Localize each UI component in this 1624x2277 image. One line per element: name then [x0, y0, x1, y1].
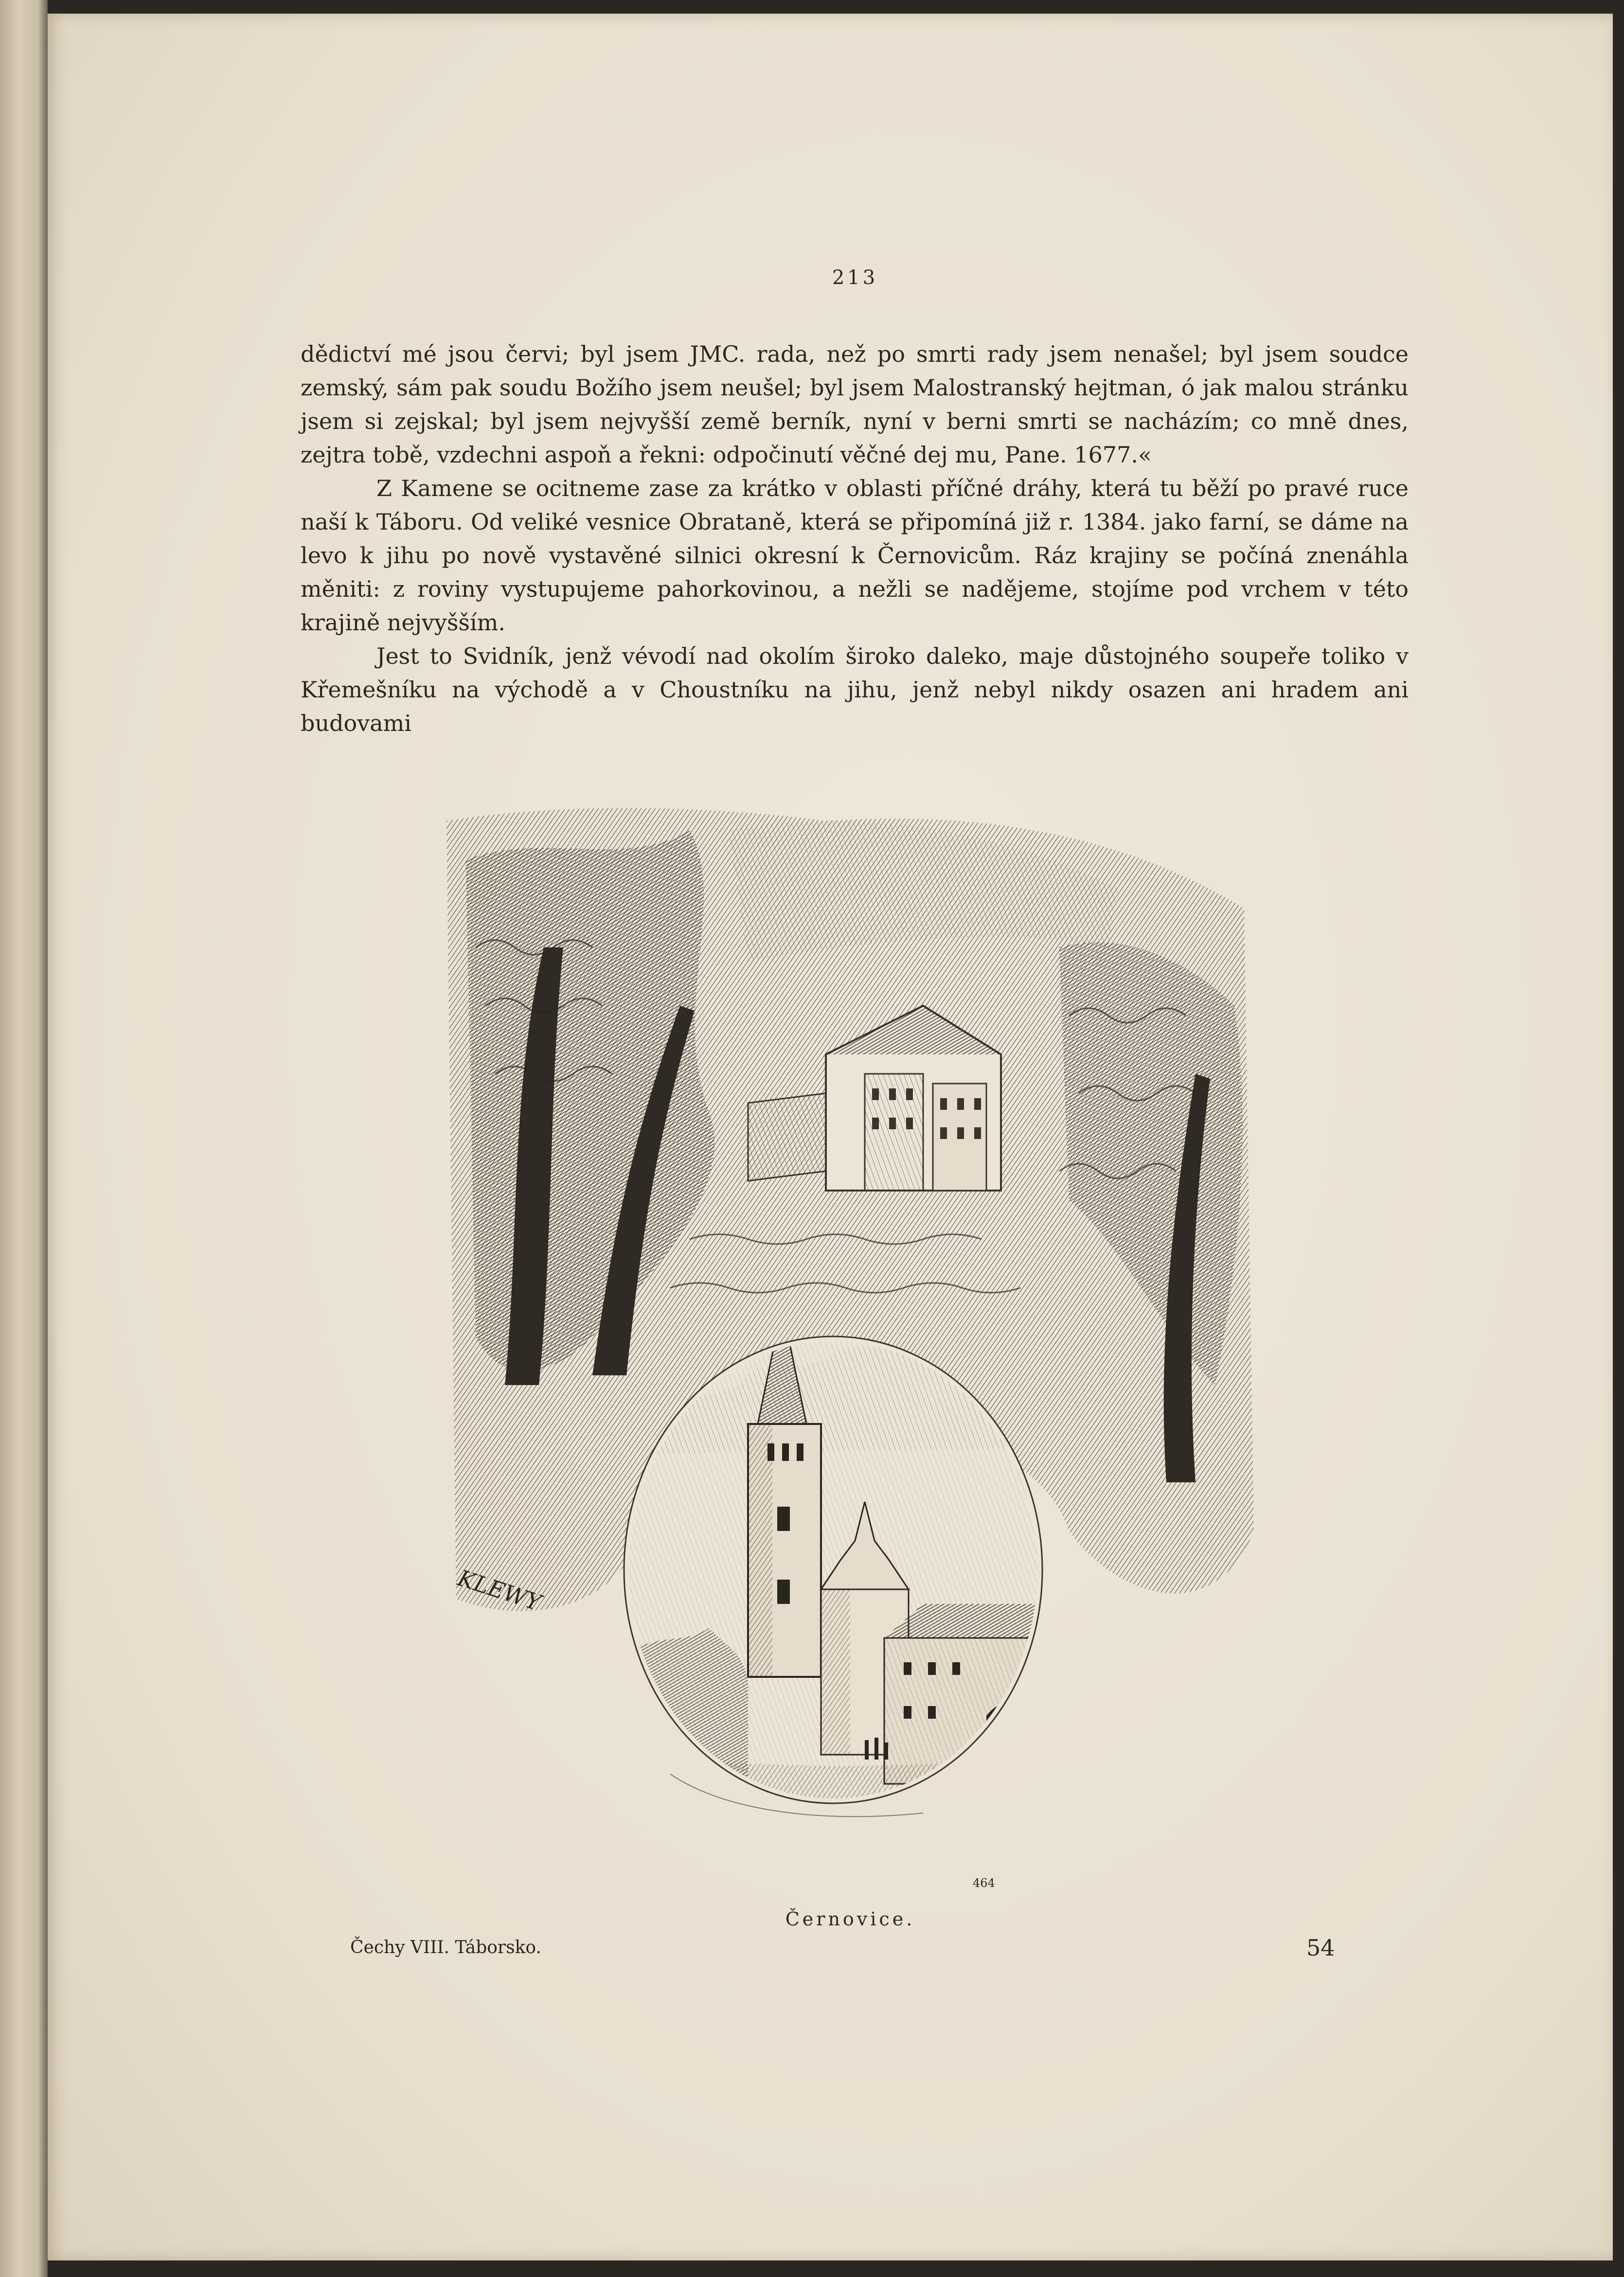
book-page: [48, 14, 1613, 2260]
paragraph-1: dědictví mé jsou červi; byl jsem JMC. rada, než po smrti rady jsem nenašel; byl jsem soudce zemský, sám pak soudu Božího jsem neušel; byl jsem Malostranský hejtman, ó jak malou stránku jsem si zejskal; byl jsem nejvyšší země berník, nyní v berni smrti se nacházím; co mně dnes, zejtra tobě, vzdechni aspoň a řekni: odpočinutí věčné dej mu, Pane. 1677.«: [301, 341, 1409, 468]
footer-signature: Čechy VIII. Táborsko.: [350, 1938, 541, 1957]
figure-number: 464: [973, 1876, 995, 1890]
adjacent-page-edge: [0, 0, 48, 2277]
artist-signature: KLEWY: [454, 1565, 544, 1616]
illustration-caption: Černovice.: [785, 1908, 915, 1930]
page-number: 213: [832, 267, 878, 289]
signature-mark: 54: [1306, 1935, 1335, 1961]
paragraph-3: Jest to Svidník, jenž vévodí nad okolím široko daleko, maje důstojného soupeře toliko v Křemešníku na východě a v Choustníku na jihu, jenž nebyl nikdy osazen ani hradem ani budovami: [301, 643, 1409, 736]
engraving-svg: [437, 801, 1264, 1862]
engraving-illustration: [437, 801, 1264, 1862]
paragraph-2: Z Kamene se ocitneme zase za krátko v oblasti příčné dráhy, která tu běží po pravé ruce naší k Táboru. Od veliké vesnice Obrataně, která se připomíná již r. 1384. jako farní, se dáme na levo k jihu po nově vystavěné silnici okresní k Černovicům. Ráz krajiny se počíná znenáhla měniti: z roviny vystupujeme pahorkovinou, a nežli se nadějeme, stojíme pod vrchem v této krajině nejvyšším.: [301, 475, 1409, 636]
body-text: [301, 338, 1409, 740]
